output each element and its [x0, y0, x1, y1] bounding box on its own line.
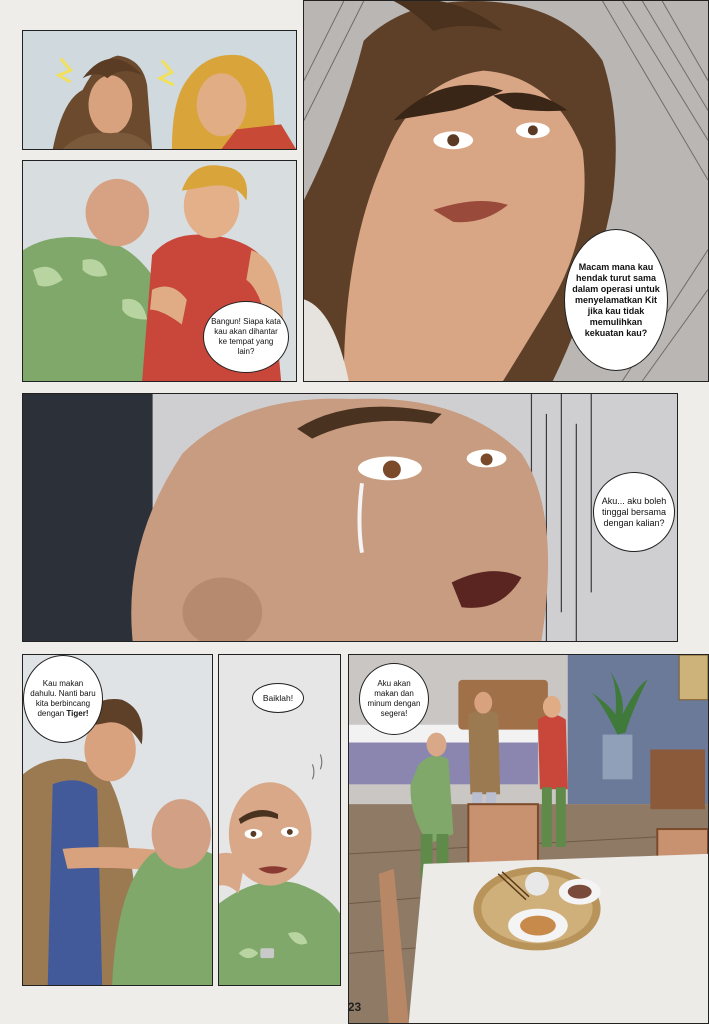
page-number: 23: [347, 1000, 362, 1014]
bubble-text: [30, 679, 96, 719]
speech-bubble: [23, 655, 103, 743]
panel-4: [22, 393, 678, 642]
speech-bubble: [593, 472, 675, 552]
panel-7: [348, 654, 709, 1024]
bubble-text: Bangun! Siapa kata kau akan dihantar ke tempat yang lain?: [211, 317, 281, 356]
bubble-text: Aku... aku boleh tinggal bersama dengan kalian?: [601, 495, 667, 528]
panel-2: [22, 160, 297, 382]
panel-6: [218, 654, 341, 986]
speech-bubble: [203, 301, 289, 373]
speech-bubble: [564, 229, 668, 371]
panel-3: [303, 0, 709, 382]
panel-1: [22, 30, 297, 150]
panel-5: [22, 654, 213, 986]
bubble-text: Macam mana kau hendak turut sama dalam operasi untuk menyelamatkan Kit jika kau tidak memulihkan kekuatan kau?: [572, 261, 660, 338]
bubble-text-name: Tiger!: [66, 709, 89, 718]
bubble-text-main: Kau makan dahulu. Nanti baru kita berbincang dengan: [30, 679, 96, 718]
bubble-text: Aku akan makan dan minum dengan segera!: [367, 679, 421, 718]
bubble-text: Baiklah!: [262, 692, 294, 703]
speech-bubble: [252, 683, 304, 713]
speech-bubble: [359, 663, 429, 735]
